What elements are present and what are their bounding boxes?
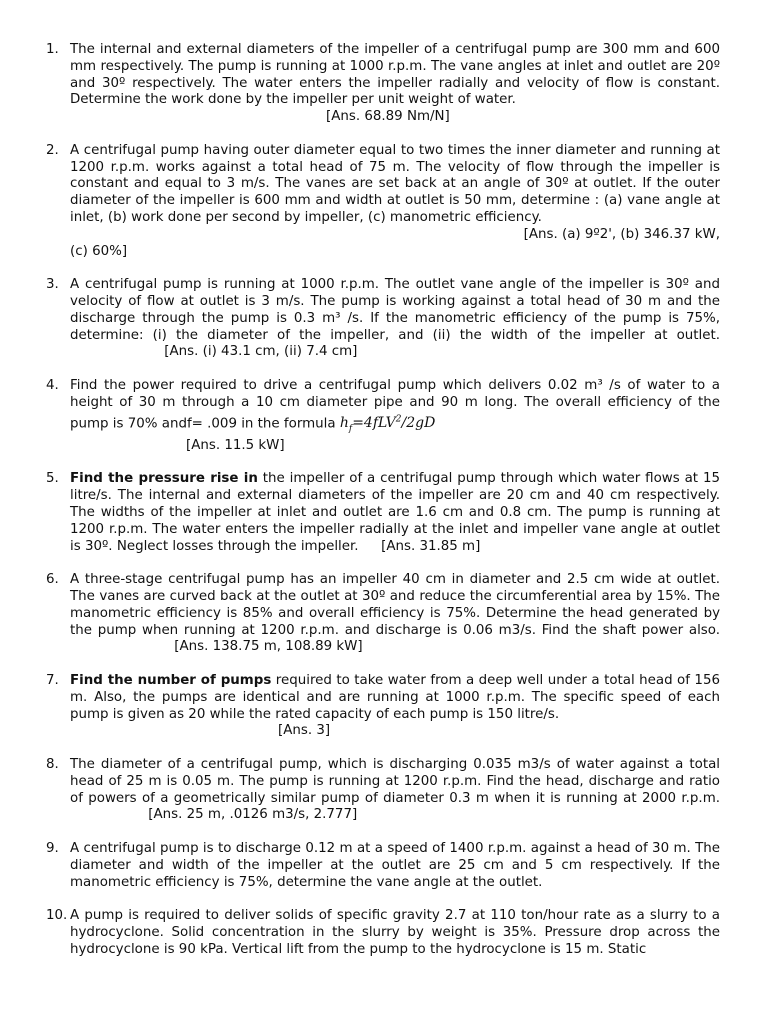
problem-text: A centrifugal pump having outer diameter equal to two times the inner diameter and running at 1200 r.p.m. works against a total head of 75 m. The velocity of flow through the impeller is constant and equal to 3 m/s. The vanes are set back at an angle of 30º at outlet. If the outer diameter of the impeller is 600 mm and width at outlet is 50 mm, determine : (a) vane angle at inlet, (b) work done per second by impeller, (c) manometric efficiency. [70, 142, 720, 225]
problem-item [46, 572, 720, 656]
problem-text: A pump is required to deliver solids of specific gravity 2.7 at 110 ton/hour rate as a slurry to a hydrocyclone. Solid concentration in the slurry by weight is 35%. Pressure drop across the hydrocyclone is 90 kPa. Vertical lift from the pump to the hydrocyclone is 15 m. Static [70, 908, 720, 957]
problem-text: A centrifugal pump is running at 1000 r.p.m. The outlet vane angle of the impeller is 30º and velocity of flow at outlet is 3 m/s. The pump is working against a total head of 30 m and the discharge through the pump is 0.3 m³ /s. If the manometric efficiency of the pump is 75%, determine: (i) the diameter of the impeller, and (ii) the width of the impeller at outlet. [70, 277, 720, 343]
problem-number: 2. [46, 142, 59, 158]
problem-lead-bold: Find the number of pumps [70, 672, 272, 688]
problem-number: 9. [46, 840, 59, 856]
problem-item [46, 277, 720, 361]
problem-text: A three-stage centrifugal pump has an impeller 40 cm in diameter and 2.5 cm wide at outlet. The vanes are curved back at the outlet at 30º and reduce the circumferential area by 15%. The manometric efficiency is 85% and overall efficiency is 75%. Determine the head generated by the pump when running at 1200 r.p.m. and discharge is 0.06 m3/s. Find the shaft power also. [70, 572, 720, 638]
problem-text: required to take water from a deep well under a total head of 156 m. Also, the pumps are identical and are running at 1000 r.p.m. The specific speed of each pump is given as 20 while the rated capacity of each pump is 150 litre/s. [70, 672, 720, 722]
problem-item [46, 841, 720, 891]
problem-number: 1. [46, 42, 59, 57]
problem-item [46, 673, 720, 740]
answer-text-continued: (c) 60%] [70, 243, 128, 259]
problem-item [46, 757, 720, 824]
problem-number: 5. [46, 471, 59, 487]
problem-text: The internal and external diameters of the impeller of a centrifugal pump are 300 mm and 600 mm respectively. The pump is running at 1000 r.p.m. The vane angles at inlet and outlet are 20º and 30º respectively. The water enters the impeller radially and velocity of flow is constant. Determine the work done by the impeller per unit weight of water. [70, 42, 720, 108]
problem-number: 7. [46, 672, 59, 688]
problem-item [46, 143, 720, 261]
answer-text: [Ans. 25 m, .0126 m3/s, 2.777] [148, 807, 358, 823]
problem-item [46, 908, 720, 958]
problem-number: 8. [46, 756, 59, 772]
problem-lead-bold: Find the pressure rise in [70, 471, 258, 487]
problem-item [46, 378, 720, 455]
answer-text: [Ans. (a) 9º2', (b) 346.37 kW, [523, 226, 720, 242]
answer-text: [Ans. (i) 43.1 cm, (ii) 7.4 cm] [164, 344, 358, 360]
problem-text: The diameter of a centrifugal pump, which is discharging 0.035 m3/s of water against a total head of 25 m is 0.05 m. The pump is running at 1200 r.p.m. Find the head, discharge and ratio of powers of a geometrically similar pump of diameter 0.3 m when it is running at 2000 r.p.m. [70, 756, 720, 806]
problem-item [46, 471, 720, 555]
answer-text: [Ans. 138.75 m, 108.89 kW] [174, 639, 363, 655]
problem-text: Find the power required to drive a centrifugal pump which delivers 0.02 m³ /s of water to a height of 30 m through a 10 cm diameter pipe and 90 m long. The overall efficiency of the pump is 70% andf= .009 in the formula [70, 377, 720, 432]
problem-list [46, 42, 720, 975]
problem-number: 10. [46, 908, 68, 924]
head-loss-formula: $h_f=4fLV^2/2gD$ [339, 414, 436, 434]
answer-text: [Ans. 3] [278, 723, 331, 739]
answer-text: [Ans. 11.5 kW] [186, 437, 285, 453]
problem-text: A centrifugal pump is to discharge 0.12 m at a speed of 1400 r.p.m. against a head of 30 m. The diameter and width of the impeller at the outlet are 25 cm and 5 cm respectively. If the manometric efficiency is 75%, determine the vane angle at the outlet. [70, 840, 720, 890]
answer-text: [Ans. 31.85 m] [381, 538, 481, 554]
problem-number: 6. [46, 572, 59, 588]
problem-text: the impeller of a centrifugal pump through which water flows at 15 litre/s. The internal and external diameters of the impeller are 20 cm and 40 cm respectively. The widths of the impeller at inlet and outlet are 1.6 cm and 0.8 cm. The pump is running at 1200 r.p.m. The water enters the impeller radially at the inlet and impeller vane angle at outlet is 30º. Neglect losses through the impeller. [70, 471, 720, 554]
problem-number: 4. [46, 377, 59, 393]
problem-number: 3. [46, 277, 59, 293]
problem-item [46, 42, 720, 126]
answer-text: [Ans. 68.89 Nm/N] [326, 109, 450, 125]
